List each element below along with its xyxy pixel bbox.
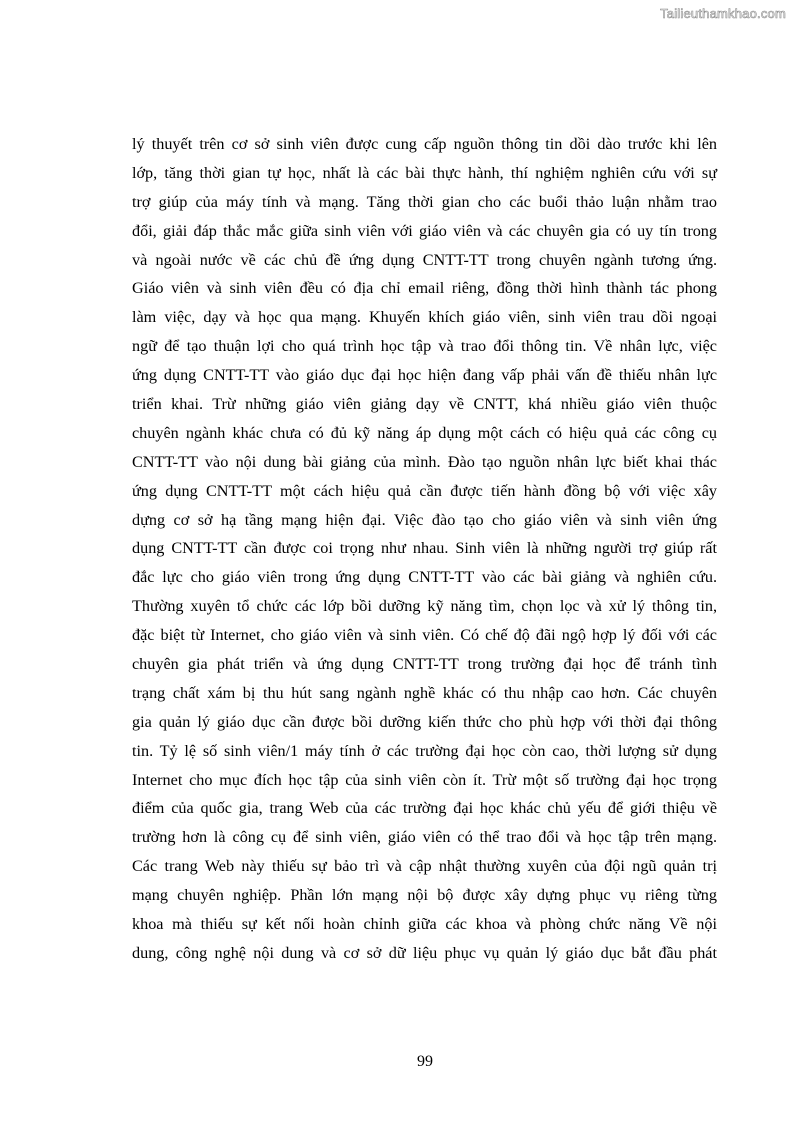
text-line: dung, công nghệ nội dung và cơ sở dữ liệu phục vụ quản lý giáo dục bắt đầu phát	[132, 943, 717, 962]
text-line: triển khai. Trừ những giáo viên giảng dạy về CNTT, khá nhiều giáo viên thuộc	[132, 395, 717, 414]
text-line: ngữ để tạo thuận lợi cho quá trình học tập và trao đổi thông tin. Về nhân lực, việc	[132, 337, 717, 356]
text-line: trạng chất xám bị thu hút sang ngành nghề khác có thu nhập cao hơn. Các chuyên	[132, 683, 717, 702]
text-line: điểm của quốc gia, trang Web của các trường đại học khác chủ yếu để giới thiệu về	[132, 799, 717, 818]
text-line: và ngoài nước về các chủ đề ứng dụng CNTT-TT trong chuyên ngành tương ứng.	[132, 250, 717, 269]
text-line: đặc biệt từ Internet, cho giáo viên và sinh viên. Có chế độ đãi ngộ hợp lý đối với các	[132, 626, 717, 645]
site-watermark: Tailieuthamkhao.com	[660, 6, 786, 21]
text-line: ứng dụng CNTT-TT vào giáo dục đại học hiện đang vấp phải vấn đề thiếu nhân lực	[132, 366, 717, 385]
text-line: gia quản lý giáo dục cần được bồi dưỡng kiến thức cho phù hợp với thời đại thông	[132, 712, 717, 731]
text-line: mạng chuyên nghiệp. Phần lớn mạng nội bộ được xây dựng phục vụ riêng từng	[132, 886, 717, 905]
text-line: CNTT-TT vào nội dung bài giảng của mình. Đào tạo nguồn nhân lực biết khai thác	[132, 452, 717, 471]
text-line: tin. Tỷ lệ số sinh viên/1 máy tính ở các trường đại học còn cao, thời lượng sử dụng	[132, 741, 717, 760]
text-line: đổi, giải đáp thắc mắc giữa sinh viên với giáo viên và các chuyên gia có uy tín trong	[132, 221, 717, 240]
text-line: khoa mà thiếu sự kết nối hoàn chỉnh giữa các khoa và phòng chức năng Về nội	[132, 915, 717, 934]
text-line: Internet cho mục đích học tập của sinh viên còn ít. Trừ một số trường đại học trọng	[132, 770, 717, 789]
text-line: dụng CNTT-TT cần được coi trọng như nhau. Sinh viên là những người trợ giúp rất	[132, 539, 717, 558]
text-line: Giáo viên và sinh viên đều có địa chỉ email riêng, đồng thời hình thành tác phong	[132, 279, 717, 298]
text-line: chuyên gia phát triển và ứng dụng CNTT-TT trong trường đại học để tránh tình	[132, 655, 717, 674]
text-line: đắc lực cho giáo viên trong ứng dụng CNTT-TT vào các bài giảng và nghiên cứu.	[132, 568, 717, 587]
body-paragraph	[132, 130, 717, 968]
text-line: Các trang Web này thiếu sự bảo trì và cập nhật thường xuyên của đội ngũ quản trị	[132, 857, 717, 876]
text-line: chuyên ngành khác chưa có đủ kỹ năng áp dụng một cách có hiệu quả các công cụ	[132, 423, 717, 442]
text-line: ứng dụng CNTT-TT một cách hiệu quả cần được tiến hành đồng bộ với việc xây	[132, 481, 717, 500]
text-line: lý thuyết trên cơ sở sinh viên được cung cấp nguồn thông tin dồi dào trước khi lên	[132, 135, 717, 153]
text-line: lớp, tăng thời gian tự học, nhất là các bài thực hành, thí nghiệm nghiên cứu với sự	[132, 163, 717, 182]
text-line: làm việc, dạy và học qua mạng. Khuyến khích giáo viên, sinh viên trau dồi ngoại	[132, 308, 717, 327]
text-line: trợ giúp của máy tính và mạng. Tăng thời gian cho các buổi thảo luận nhằm trao	[132, 192, 717, 211]
text-line: dựng cơ sở hạ tầng mạng hiện đại. Việc đào tạo cho giáo viên và sinh viên ứng	[132, 510, 717, 529]
page-number: 99	[417, 1053, 433, 1070]
text-line: trường hơn là công cụ để sinh viên, giáo viên có thể trao đổi và học tập trên mạng.	[132, 828, 717, 847]
text-line: Thường xuyên tổ chức các lớp bồi dưỡng kỹ năng tìm, chọn lọc và xử lý thông tin,	[132, 597, 717, 616]
